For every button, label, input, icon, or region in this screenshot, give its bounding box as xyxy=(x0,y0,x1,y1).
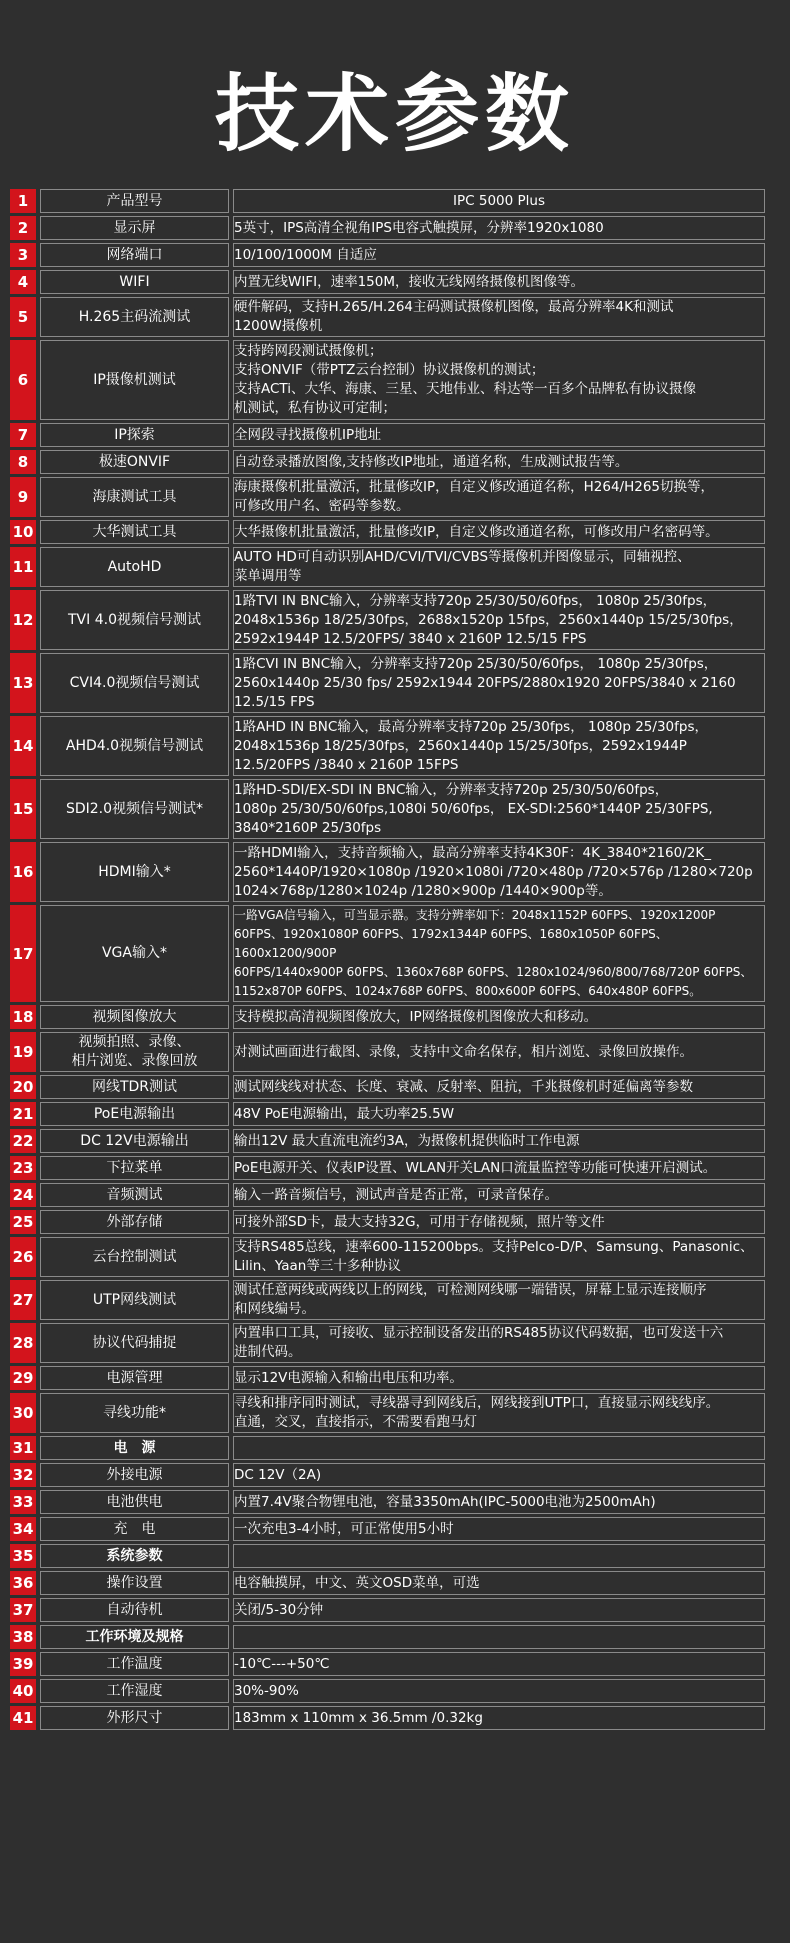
param-value: -10℃---+50℃ xyxy=(233,1652,765,1676)
spec-row xyxy=(10,477,765,517)
row-number: 25 xyxy=(10,1210,36,1234)
row-number: 37 xyxy=(10,1598,36,1622)
row-number: 9 xyxy=(10,477,36,517)
param-value: 寻线和排序同时测试，寻线器寻到网线后，网线接到UTP口，直接显示网线线序。 直通，交叉，直接指示，不需要看跑马灯 xyxy=(233,1393,765,1433)
spec-row xyxy=(10,189,765,213)
row-number: 15 xyxy=(10,779,36,839)
param-name: VGA输入* xyxy=(40,905,229,1002)
row-number: 3 xyxy=(10,243,36,267)
param-name: 协议代码捕捉 xyxy=(40,1323,229,1363)
param-name: 外形尺寸 xyxy=(40,1706,229,1730)
spec-row xyxy=(10,1652,765,1676)
row-number: 1 xyxy=(10,189,36,213)
spec-row xyxy=(10,547,765,587)
param-name: 下拉菜单 xyxy=(40,1156,229,1180)
row-number: 11 xyxy=(10,547,36,587)
row-number: 24 xyxy=(10,1183,36,1207)
param-name: 网络端口 xyxy=(40,243,229,267)
spec-row xyxy=(10,520,765,544)
param-name: SDI2.0视频信号测试* xyxy=(40,779,229,839)
row-number: 14 xyxy=(10,716,36,776)
param-value xyxy=(233,1436,765,1460)
spec-row xyxy=(10,716,765,776)
spec-row xyxy=(10,450,765,474)
param-value: IPC 5000 Plus xyxy=(233,189,765,213)
param-name: WIFI xyxy=(40,270,229,294)
row-number: 4 xyxy=(10,270,36,294)
row-number: 23 xyxy=(10,1156,36,1180)
param-name: AHD4.0视频信号测试 xyxy=(40,716,229,776)
row-number: 17 xyxy=(10,905,36,1002)
param-name: 极速ONVIF xyxy=(40,450,229,474)
param-value: 30%-90% xyxy=(233,1679,765,1703)
row-number: 29 xyxy=(10,1366,36,1390)
spec-row xyxy=(10,905,765,1002)
row-number: 28 xyxy=(10,1323,36,1363)
param-value: 海康摄像机批量激活，批量修改IP，自定义修改通道名称，H264/H265切换等， 可修改用户名、密码等参数。 xyxy=(233,477,765,517)
param-name: 工作温度 xyxy=(40,1652,229,1676)
param-value: 测试任意两线或两线以上的网线，可检测网线哪一端错误，屏幕上显示连接顺序 和网线编号。 xyxy=(233,1280,765,1320)
row-number: 26 xyxy=(10,1237,36,1277)
param-value: 支持模拟高清视频图像放大，IP网络摄像机图像放大和移动。 xyxy=(233,1005,765,1029)
param-name: TVI 4.0视频信号测试 xyxy=(40,590,229,650)
spec-row xyxy=(10,1210,765,1234)
spec-row xyxy=(10,1102,765,1126)
spec-row xyxy=(10,340,765,420)
row-number: 18 xyxy=(10,1005,36,1029)
param-value: 183mm x 110mm x 36.5mm /0.32kg xyxy=(233,1706,765,1730)
spec-row xyxy=(10,1706,765,1730)
param-name: 电源管理 xyxy=(40,1366,229,1390)
spec-row xyxy=(10,1436,765,1460)
param-value: 测试网线线对状态、长度、衰减、反射率、阻抗，千兆摄像机时延偏离等参数 xyxy=(233,1075,765,1099)
row-number: 36 xyxy=(10,1571,36,1595)
param-value xyxy=(233,1625,765,1649)
param-name: 视频图像放大 xyxy=(40,1005,229,1029)
param-value: 1路TVI IN BNC输入，分辨率支持720p 25/30/50/60fps， 1080p 25/30fps， 2048x1536p 18/25/30fps，2688x1520p 15fps，2560x1440p 15/25/30fps， 2592x1944P 12.5/20FPS/ 3840 x 2160P 12.5/15 FPS xyxy=(233,590,765,650)
param-name: 大华测试工具 xyxy=(40,520,229,544)
param-value: 对测试画面进行截图、录像，支持中文命名保存，相片浏览、录像回放操作。 xyxy=(233,1032,765,1072)
row-number: 41 xyxy=(10,1706,36,1730)
param-value: 可接外部SD卡，最大支持32G，可用于存储视频，照片等文件 xyxy=(233,1210,765,1234)
param-name: 视频拍照、录像、 相片浏览、录像回放 xyxy=(40,1032,229,1072)
spec-row xyxy=(10,1156,765,1180)
row-number: 38 xyxy=(10,1625,36,1649)
spec-row xyxy=(10,1571,765,1595)
row-number: 8 xyxy=(10,450,36,474)
spec-table xyxy=(10,186,765,1733)
param-value: 5英寸，IPS高清全视角IPS电容式触摸屏，分辨率1920x1080 xyxy=(233,216,765,240)
spec-row xyxy=(10,1280,765,1320)
row-number: 21 xyxy=(10,1102,36,1126)
spec-row xyxy=(10,243,765,267)
param-name: 工作湿度 xyxy=(40,1679,229,1703)
spec-row xyxy=(10,270,765,294)
param-name: 自动待机 xyxy=(40,1598,229,1622)
param-value: 硬件解码，支持H.265/H.264主码测试摄像机图像，最高分辨率4K和测试 1200W摄像机 xyxy=(233,297,765,337)
spec-row xyxy=(10,1323,765,1363)
spec-row xyxy=(10,590,765,650)
row-number: 10 xyxy=(10,520,36,544)
row-number: 30 xyxy=(10,1393,36,1433)
param-value: DC 12V（2A) xyxy=(233,1463,765,1487)
param-name: 海康测试工具 xyxy=(40,477,229,517)
page-title: 技术参数 xyxy=(214,65,575,163)
row-number: 19 xyxy=(10,1032,36,1072)
spec-row xyxy=(10,779,765,839)
param-value: 一次充电3-4小时，可正常使用5小时 xyxy=(233,1517,765,1541)
spec-row xyxy=(10,1679,765,1703)
param-name: 电 源 xyxy=(40,1436,229,1460)
spec-row xyxy=(10,1393,765,1433)
param-value: 一路HDMI输入，支持音频输入，最高分辨率支持4K30F：4K_3840*2160/2K_ 2560*1440P/1920×1080p /1920×1080i /720×480p /720×576p /1280×720p 1024×768p/1280×1024p /1280×900p /1440×900p等。 xyxy=(233,842,765,902)
param-value: 关闭/5-30分钟 xyxy=(233,1598,765,1622)
param-name: AutoHD xyxy=(40,547,229,587)
param-name: 云台控制测试 xyxy=(40,1237,229,1277)
row-number: 6 xyxy=(10,340,36,420)
row-number: 34 xyxy=(10,1517,36,1541)
row-number: 12 xyxy=(10,590,36,650)
param-value: PoE电源开关、仪表IP设置、WLAN开关LAN口流量监控等功能可快速开启测试。 xyxy=(233,1156,765,1180)
param-value: 自动登录播放图像,支持修改IP地址，通道名称，生成测试报告等。 xyxy=(233,450,765,474)
row-number: 27 xyxy=(10,1280,36,1320)
param-name: 工作环境及规格 xyxy=(40,1625,229,1649)
param-value: 48V PoE电源输出，最大功率25.5W xyxy=(233,1102,765,1126)
param-value: 内置7.4V聚合物锂电池，容量3350mAh(IPC-5000电池为2500mAh) xyxy=(233,1490,765,1514)
row-number: 16 xyxy=(10,842,36,902)
row-number: 39 xyxy=(10,1652,36,1676)
param-name: 音频测试 xyxy=(40,1183,229,1207)
param-name: 外部存储 xyxy=(40,1210,229,1234)
spec-row xyxy=(10,1032,765,1072)
spec-row xyxy=(10,297,765,337)
spec-row xyxy=(10,1366,765,1390)
param-value: 输入一路音频信号，测试声音是否正常，可录音保存。 xyxy=(233,1183,765,1207)
spec-row xyxy=(10,1598,765,1622)
param-value: 内置串口工具，可接收、显示控制设备发出的RS485协议代码数据，也可发送十六 进制代码。 xyxy=(233,1323,765,1363)
param-name: 显示屏 xyxy=(40,216,229,240)
param-name: 网线TDR测试 xyxy=(40,1075,229,1099)
spec-row xyxy=(10,842,765,902)
param-name: 产品型号 xyxy=(40,189,229,213)
spec-row xyxy=(10,1005,765,1029)
param-name: IP探索 xyxy=(40,423,229,447)
row-number: 5 xyxy=(10,297,36,337)
row-number: 35 xyxy=(10,1544,36,1568)
row-number: 20 xyxy=(10,1075,36,1099)
param-value: 支持RS485总线，速率600-115200bps。支持Pelco-D/P、Samsung、Panasonic、 Lilin、Yaan等三十多种协议 xyxy=(233,1237,765,1277)
param-value: 输出12V 最大直流电流约3A，为摄像机提供临时工作电源 xyxy=(233,1129,765,1153)
param-name: 寻线功能* xyxy=(40,1393,229,1433)
spec-row xyxy=(10,1129,765,1153)
param-value: 显示12V电源输入和输出电压和功率。 xyxy=(233,1366,765,1390)
param-name: H.265主码流测试 xyxy=(40,297,229,337)
param-name: 外接电源 xyxy=(40,1463,229,1487)
row-number: 13 xyxy=(10,653,36,713)
spec-row xyxy=(10,1544,765,1568)
param-name: 操作设置 xyxy=(40,1571,229,1595)
spec-row xyxy=(10,1075,765,1099)
param-name: CVI4.0视频信号测试 xyxy=(40,653,229,713)
row-number: 22 xyxy=(10,1129,36,1153)
param-name: 系统参数 xyxy=(40,1544,229,1568)
row-number: 7 xyxy=(10,423,36,447)
param-value: 内置无线WIFI，速率150M，接收无线网络摄像机图像等。 xyxy=(233,270,765,294)
param-name: 电池供电 xyxy=(40,1490,229,1514)
spec-row xyxy=(10,1237,765,1277)
spec-row xyxy=(10,1463,765,1487)
param-value: 支持跨网段测试摄像机； 支持ONVIF（带PTZ云台控制）协议摄像机的测试； 支持ACTi、大华、海康、三星、天地伟业、科达等一百多个品牌私有协议摄像 机测试，私有协议可定制； xyxy=(233,340,765,420)
spec-row xyxy=(10,1517,765,1541)
param-value: 1路AHD IN BNC输入，最高分辨率支持720p 25/30fps， 1080p 25/30fps， 2048x1536p 18/25/30fps，2560x1440p 15/25/30fps，2592x1944P 12.5/20FPS /3840 x 2160P 15FPS xyxy=(233,716,765,776)
row-number: 40 xyxy=(10,1679,36,1703)
spec-row xyxy=(10,1183,765,1207)
spec-row xyxy=(10,1625,765,1649)
param-value: AUTO HD可自动识别AHD/CVI/TVI/CVBS等摄像机并图像显示，同轴视控、 菜单调用等 xyxy=(233,547,765,587)
param-value xyxy=(233,1544,765,1568)
row-number: 32 xyxy=(10,1463,36,1487)
row-number: 2 xyxy=(10,216,36,240)
param-value: 1路HD-SDI/EX-SDI IN BNC输入，分辨率支持720p 25/30/50/60fps， 1080p 25/30/50/60fps,1080i 50/60fps， EX-SDI:2560*1440P 25/30FPS, 3840*2160P 25/30fps xyxy=(233,779,765,839)
param-name: HDMI输入* xyxy=(40,842,229,902)
row-number: 31 xyxy=(10,1436,36,1460)
spec-row xyxy=(10,653,765,713)
spec-row xyxy=(10,1490,765,1514)
spec-row xyxy=(10,216,765,240)
param-name: IP摄像机测试 xyxy=(40,340,229,420)
param-value: 10/100/1000M 自适应 xyxy=(233,243,765,267)
param-name: UTP网线测试 xyxy=(40,1280,229,1320)
param-value: 电容触摸屏，中文、英文OSD菜单，可选 xyxy=(233,1571,765,1595)
param-name: 充 电 xyxy=(40,1517,229,1541)
param-name: PoE电源输出 xyxy=(40,1102,229,1126)
param-name: DC 12V电源输出 xyxy=(40,1129,229,1153)
param-value: 一路VGA信号输入，可当显示器。支持分辨率如下：2048x1152P 60FPS、1920x1200P 60FPS、1920x1080P 60FPS、1792x1344P 60FPS、1680x1050P 60FPS、1600x1200/900P 60FPS/1440x900P 60FPS、1360x768P 60FPS、1280x1024/960/800/768/720P 60FPS、 1152x870P 60FPS、1024x768P 60FPS、800x600P 60FPS、640x480P 60FPS。 xyxy=(233,905,765,1002)
row-number: 33 xyxy=(10,1490,36,1514)
param-value: 全网段寻找摄像机IP地址 xyxy=(233,423,765,447)
param-value: 1路CVI IN BNC输入，分辨率支持720p 25/30/50/60fps， 1080p 25/30fps， 2560x1440p 25/30 fps/ 2592x1944 20FPS/2880x1920 20FPS/3840 x 2160 12.5/15 FPS xyxy=(233,653,765,713)
param-value: 大华摄像机批量激活，批量修改IP，自定义修改通道名称，可修改用户名密码等。 xyxy=(233,520,765,544)
spec-row xyxy=(10,423,765,447)
